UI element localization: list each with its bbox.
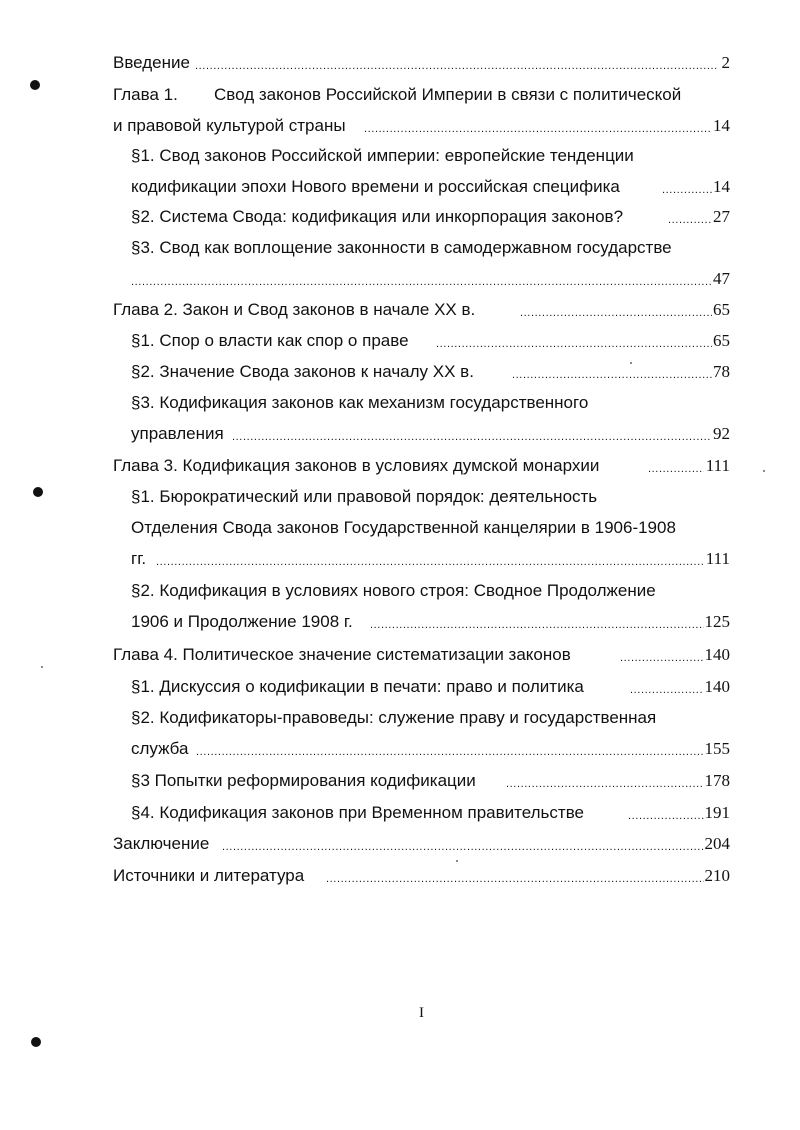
chapter-title: Глава 4. Политическое значение систематизации законов	[113, 640, 571, 670]
section-title-cont: Отделения Свода законов Государственной канцелярии в 1906-1908	[131, 513, 676, 543]
section-title-cont: служба	[131, 734, 188, 764]
toc-entry-title: Введение	[113, 48, 190, 78]
toc-chapter-3-heading[interactable]	[0, 451, 800, 481]
leader-dots	[326, 861, 704, 891]
leader-dots	[620, 640, 704, 670]
toc-entry-intro[interactable]	[0, 48, 800, 78]
section-title: §3. Свод как воплощение законности в самодержавном государстве	[131, 233, 672, 263]
toc-section-2-3-cont[interactable]	[0, 419, 800, 449]
leader-dots	[630, 672, 704, 702]
toc-section-3-1[interactable]	[0, 482, 800, 512]
leader-dots	[662, 172, 712, 202]
leader-dots	[196, 734, 704, 764]
leader-dots	[131, 264, 712, 294]
leader-dots	[222, 829, 704, 859]
toc-section-2-2[interactable]	[0, 357, 800, 387]
toc-section-4-4[interactable]	[0, 798, 800, 828]
chapter-title: Свод законов Российской Империи в связи с политической	[214, 80, 681, 110]
chapter-title: Глава 2. Закон и Свод законов в начале XX в.	[113, 295, 475, 325]
toc-entry-page: 125	[704, 607, 731, 637]
toc-entry-page: 111	[705, 451, 730, 481]
toc-section-1-1[interactable]	[0, 141, 800, 171]
toc-entry-title: Источники и литература	[113, 861, 304, 891]
toc-entry-page: 2	[721, 48, 731, 78]
leader-dots	[628, 798, 704, 828]
toc-section-2-3[interactable]	[0, 388, 800, 418]
toc-entry-title: Заключение	[113, 829, 209, 859]
section-title: §3 Попытки реформирования кодификации	[131, 766, 476, 796]
toc-section-3-1-cont2[interactable]	[0, 544, 800, 574]
section-title-cont: кодификации эпохи Нового времени и российская специфика	[131, 172, 620, 202]
section-title: §2. Значение Свода законов к началу XX в.	[131, 357, 474, 387]
section-title: §1. Бюрократический или правовой порядок: деятельность	[131, 482, 597, 512]
leader-dots	[195, 48, 718, 78]
leader-dots	[370, 607, 704, 637]
leader-dots	[156, 544, 704, 574]
section-title-cont: гг.	[131, 544, 146, 574]
chapter-label: Глава 1.	[113, 80, 178, 110]
leader-dots	[506, 766, 704, 796]
section-title: §2. Кодификаторы-правоведы: служение праву и государственная	[131, 703, 656, 733]
toc-entry-page: 78	[712, 357, 730, 387]
toc-entry-page: 47	[712, 264, 730, 294]
toc-section-4-2-cont[interactable]	[0, 734, 800, 764]
toc-entry-page: 140	[704, 640, 731, 670]
section-title-cont: управления	[131, 419, 224, 449]
toc-section-3-1-cont[interactable]	[0, 513, 800, 543]
leader-dots	[512, 357, 712, 387]
toc-section-3-2[interactable]	[0, 576, 800, 606]
toc-section-4-2[interactable]	[0, 703, 800, 733]
leader-dots	[648, 451, 704, 481]
toc-chapter-1-heading[interactable]	[0, 80, 800, 110]
section-title: §1. Спор о власти как спор о праве	[131, 326, 409, 356]
toc-section-4-1[interactable]	[0, 672, 800, 702]
toc-entry-page: 65	[712, 295, 730, 325]
leader-dots	[668, 202, 712, 232]
section-title: §2. Система Свода: кодификация или инкорпорация законов?	[131, 202, 623, 232]
leader-dots	[232, 419, 712, 449]
toc-section-2-1[interactable]	[0, 326, 800, 356]
toc-entry-page: 92	[712, 419, 730, 449]
toc-entry-page: 14	[712, 172, 730, 202]
leader-dots	[436, 326, 712, 356]
toc-entry-page: 140	[704, 672, 731, 702]
toc-entry-page: 14	[712, 111, 730, 141]
toc-chapter-2-heading[interactable]	[0, 295, 800, 325]
leader-dots	[364, 111, 712, 141]
toc-section-1-3[interactable]	[0, 233, 800, 263]
page-number: I	[419, 1005, 424, 1021]
section-title: §1. Свод законов Российской империи: европейские тенденции	[131, 141, 634, 171]
toc-section-1-1-cont[interactable]	[0, 172, 800, 202]
leader-dots	[520, 295, 712, 325]
toc-entry-page: 204	[704, 829, 731, 859]
toc-section-1-2[interactable]	[0, 202, 800, 232]
section-title-cont: 1906 и Продолжение 1908 г.	[131, 607, 353, 637]
toc-entry-page: 155	[704, 734, 731, 764]
binder-hole-dot-3	[31, 1037, 41, 1047]
toc-section-4-3[interactable]	[0, 766, 800, 796]
toc-chapter-4-heading[interactable]	[0, 640, 800, 670]
toc-entry-sources[interactable]	[0, 861, 800, 891]
toc-chapter-1-heading-cont[interactable]	[0, 111, 800, 141]
toc-entry-page: 178	[704, 766, 731, 796]
toc-entry-page: 27	[712, 202, 730, 232]
toc-entry-page: 191	[704, 798, 731, 828]
section-title: §2. Кодификация в условиях нового строя: Сводное Продолжение	[131, 576, 656, 606]
chapter-title: Глава 3. Кодификация законов в условиях думской монархии	[113, 451, 599, 481]
section-title: §1. Дискуссия о кодификации в печати: право и политика	[131, 672, 584, 702]
toc-section-3-2-cont[interactable]	[0, 607, 800, 637]
section-title: §4. Кодификация законов при Временном правительстве	[131, 798, 584, 828]
toc-entry-page: 65	[712, 326, 730, 356]
section-title: §3. Кодификация законов как механизм государственного	[131, 388, 588, 418]
toc-entry-conclusion[interactable]	[0, 829, 800, 859]
chapter-title-cont: и правовой культурой страны	[113, 111, 346, 141]
toc-entry-page: 111	[705, 544, 730, 574]
toc-entry-page: 210	[704, 861, 731, 891]
toc-section-1-3-cont[interactable]	[0, 264, 800, 294]
